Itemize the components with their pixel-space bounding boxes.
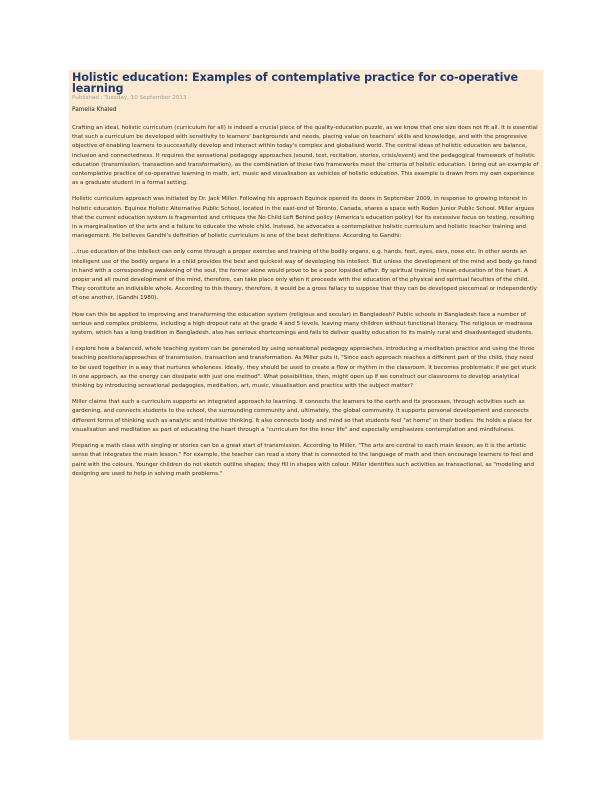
article-body — [72, 124, 540, 479]
paragraph-miller-approach: Holistic curriculum approach was initiated by Dr. Jack Miller. Following his approach Equinox opened its doors in September 2009, in response to growing interest in holistic education. Equinox Holistic Alternative Public School, located in the east-end of Toronto, Canada, shares a space with Roden Junior Public School. Miller argues that the current education system is fragmented and critiques the No Child Left Behind policy (America's education policy) for its excessive focus on testing, resulting in a marginalisation of the arts and a failure to educate the whole child. Instead, he advocates a contemplative holistic curriculum and holistic teacher training and management. He believes Gandhi's definition of holistic curriculum is one of the best definitions. According to Gandhi: — [72, 196, 535, 240]
paragraph-math-class: Preparing a math class with singing or stories can be a great start of transmission. According to Miller, "The arts are central to each main lesson, as it is the artistic sense that integrates the main lesson." For example, the teacher can read a story that is connected to the language of math and then encourage learners to feel and paint with the colours. Younger children do not sketch outline shapes; they fill in shapes with colour. Miller identifies such activities as transactional, as "modeling and designing are used to help in solving math problems." — [72, 443, 534, 477]
article-container — [69, 70, 543, 740]
published-date: Published : Tuesday, 10 September 2013 — [72, 95, 187, 101]
article-title: Holistic education: Examples of contemplative practice for co-operative learning — [72, 71, 518, 95]
paragraph-gandhi-quote: ...true education of the intellect can only come through a proper exercise and training of the bodily organs, e.g. hands, feet, eyes, ears, nose etc. In other words an intelligent use of the bodily organs in a child provides the best and quickest way of developing his intellect. But unless the development of the mind and body go hand in hand with a corresponding awakening of the soul, the former alone would prove to be a poor lopsided affair. By spiritual training I mean education of the heart. A proper and all round development of the mind, therefore, can take place only when it proceeds with the education of the physical and spiritual faculties of the child. They constitute an indivisible whole. According to this theory, therefore, it would be a gross fallacy to suppose that they can be developed piecemeal or independently of one another, (Gandhi 1980). — [72, 249, 537, 302]
paragraph-intro: Crafting an ideal, holistic curriculum (curriculum for all) is indeed a crucial piece of the quality-education puzzle, as we know that one size does not fit all. It is essential that such a curriculum be developed with sensitivity to learners' backgrounds and needs, placing value on teachers' skills and knowledge, and with the progressive objective of enabling learners to successfully develop and interact within today's complex and globalised world. The central ideas of holistic education are balance, inclusion and connectedness. It requires the sensational pedagogy approaches (sound, test, recitation, stories, crisis/event) and the pedagogical framework of holistic education (transmission, transaction and transformation), as the combination of these two frameworks meet the criteria of holistic education. I bring out an example of contemplative practice of co-operative learning in math, art, music and visualisation as vehicles of holistic education. This example is drawn from my own experience as a graduate student in a formal setting. — [72, 125, 539, 187]
paragraph-bangladesh: How can this be applied to improving and transforming the education system (religious and secular) in Bangladesh? Public schools in Bangladesh face a number of serious and complex problems, including a high dropout rate at the grade 4 and 5 levels, leaving many children without functional literacy. The religious or madrassa system, which has a long tradition in Bangladesh, also has serious shortcomings and fails to deliver quality education to its mainly rural and disadvantaged students. — [72, 311, 533, 337]
paragraph-integrated-learning: Miller claims that such a curriculum supports an integrated approach to learning. It connects the learners to the earth and its processes, through activities such as gardening, and connects students to the school, the surrounding community and, ultimately, the global community. It supports personal development and connects different forms of thinking such as analytic and intuitive thinking. It also connects body and mind so that students feel "at home" in their bodies. He holds a place for visualisation and meditation as part of educating the heart through a "curriculum for the inner life" and especially emphasizes contemplation and mindfulness. — [72, 399, 532, 433]
author-name: Pamelia Khaled — [72, 107, 117, 113]
paragraph-teaching-system: I explore how a balanced, whole teaching system can be generated by using sensational pedagogy approaches, introducing a meditation practice and using the three teaching positions/approaches of transmission, transaction and transformation. As Miller puts it, "Since each approach reaches a different part of the child, they need to be used together in a way that nurtures wholeness. Ideally, they should be used to create a flow or rhythm in the classroom. It becomes problematic if we get stuck in one approach, as the energy can dissipate with just one method". What possibilities, then, might open up if we construct our classrooms to develop analytical thinking by introducing sensational pedagogies, meditation, art, music, visualisation and practice with the subject matter? — [72, 346, 537, 390]
